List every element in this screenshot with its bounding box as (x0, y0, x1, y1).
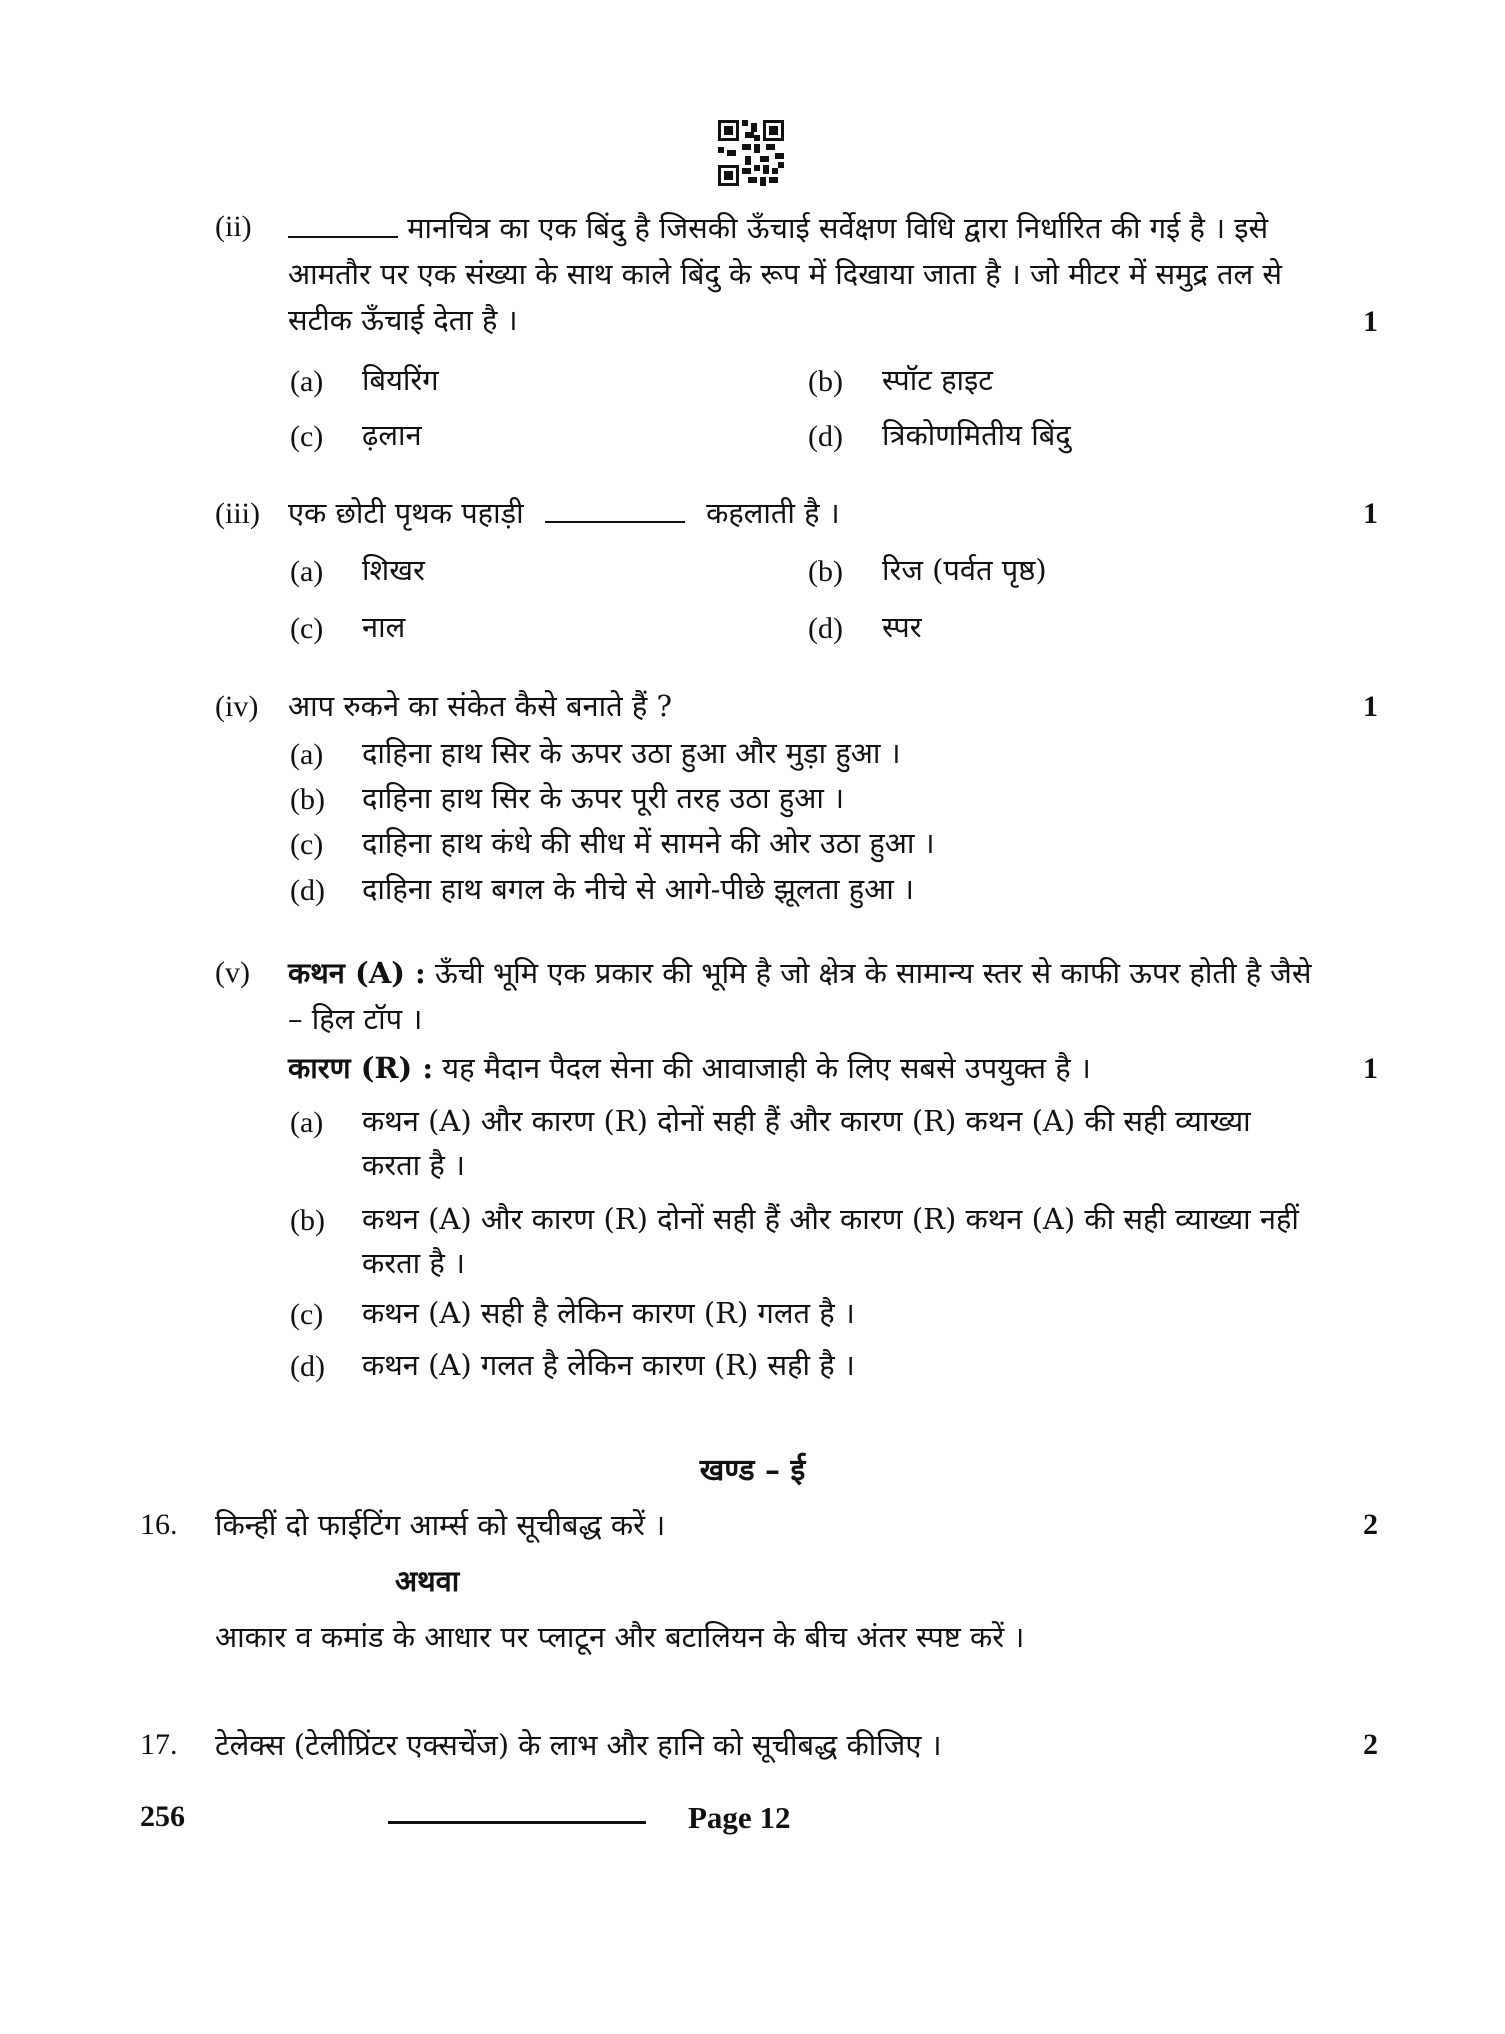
question-text: मानचित्र का एक बिंदु है जिसकी ऊँचाई सर्वेक्षण विधि द्वारा निर्धारित की गई है । इसे (407, 211, 1269, 245)
marks: 1 (1363, 690, 1378, 723)
marks: 2 (1363, 1508, 1378, 1541)
question-label: (iv) (215, 690, 259, 723)
option-text: दाहिना हाथ सिर के ऊपर पूरी तरह उठा हुआ । (362, 781, 845, 815)
option-text: कथन (A) और कारण (R) दोनों सही हैं और कारण (R) कथन (A) की सही व्याख्या नहीं (362, 1202, 1299, 1236)
question-text: कहलाती है । (706, 496, 840, 530)
option-text: करता है । (362, 1148, 466, 1182)
option-text: कथन (A) सही है लेकिन कारण (R) गलत है । (362, 1296, 855, 1330)
question-line (288, 205, 1328, 251)
answer-blank (288, 236, 398, 238)
marks: 1 (1363, 1052, 1378, 1085)
question-label: (ii) (215, 210, 252, 243)
option-label: (c) (290, 612, 324, 645)
option-label: (a) (290, 555, 324, 588)
paper-code: 256 (140, 1800, 185, 1833)
answer-blank (545, 521, 685, 523)
option-text: करता है । (362, 1246, 466, 1280)
option-text: नाल (362, 610, 406, 644)
option-text: दाहिना हाथ कंधे की सीध में सामने की ओर उठा हुआ । (362, 826, 935, 860)
option-label: (b) (290, 783, 325, 816)
question-text: टेलेक्स (टेलीप्रिंटर एक्सचेंज) के लाभ और हानि को सूचीबद्ध कीजिए । (215, 1728, 942, 1762)
section-heading: खण्ड – ई (699, 1453, 806, 1488)
option-label: (a) (290, 1106, 324, 1139)
assertion-line: – हिल टॉप । (288, 1002, 423, 1036)
question-line: सटीक ऊँचाई देता है । (288, 303, 518, 337)
assertion-label: कथन (A) : (288, 956, 426, 990)
option-label: (c) (290, 828, 324, 861)
option-label: (c) (290, 1298, 324, 1331)
question-number: 16. (140, 1508, 178, 1541)
option-label: (d) (290, 874, 325, 907)
option-text: कथन (A) गलत है लेकिन कारण (R) सही है । (362, 1348, 855, 1382)
question-number: 17. (140, 1728, 178, 1761)
qr-code-icon (718, 120, 784, 186)
option-text: दाहिना हाथ सिर के ऊपर उठा हुआ और मुड़ा हुआ । (362, 736, 901, 770)
marks: 1 (1363, 305, 1378, 338)
option-label: (a) (290, 738, 324, 771)
option-text: कथन (A) और कारण (R) दोनों सही हैं और कारण (R) कथन (A) की सही व्याख्या (362, 1104, 1251, 1138)
reason-line (288, 1045, 1091, 1091)
alternate-question-text: आकार व कमांड के आधार पर प्लाटून और बटालियन के बीच अंतर स्पष्ट करें । (215, 1620, 1025, 1654)
option-label: (d) (808, 420, 843, 453)
option-label: (b) (808, 365, 843, 398)
or-label: अथवा (395, 1564, 460, 1598)
option-text: त्रिकोणमितीय बिंदु (882, 418, 1071, 452)
assertion-text: ऊँची भूमि एक प्रकार की भूमि है जो क्षेत्र के सामान्य स्तर से काफी ऊपर होती है जैसे (434, 956, 1312, 990)
option-text: शिखर (362, 553, 425, 587)
option-text: बियरिंग (362, 363, 439, 397)
reason-text: यह मैदान पैदल सेना की आवाजाही के लिए सबसे उपयुक्त है । (442, 1051, 1091, 1085)
question-label: (iii) (215, 497, 260, 530)
question-label: (v) (215, 956, 250, 989)
marks: 2 (1363, 1728, 1378, 1761)
option-label: (b) (290, 1204, 325, 1237)
question-line (288, 490, 840, 536)
option-label: (d) (290, 1350, 325, 1383)
assertion-line (288, 950, 1311, 996)
footer-rule (388, 1821, 646, 1824)
option-label: (b) (808, 555, 843, 588)
option-text: रिज (पर्वत पृष्ठ) (882, 553, 1047, 587)
question-text: आप रुकने का संकेत कैसे बनाते हैं ? (288, 689, 673, 723)
page-number: Page 12 (688, 1800, 791, 1835)
option-label: (c) (290, 420, 324, 453)
reason-label: कारण (R) : (288, 1051, 434, 1085)
option-text: स्पॉट हाइट (882, 363, 993, 397)
marks: 1 (1363, 497, 1378, 530)
question-text: एक छोटी पृथक पहाड़ी (288, 496, 524, 530)
option-text: ढ़लान (362, 418, 422, 452)
option-text: दाहिना हाथ बगल के नीचे से आगे-पीछे झूलता हुआ । (362, 872, 915, 906)
option-label: (d) (808, 612, 843, 645)
question-text: किन्हीं दो फाईटिंग आर्म्स को सूचीबद्ध करें । (215, 1508, 666, 1542)
option-label: (a) (290, 365, 324, 398)
question-line: आमतौर पर एक संख्या के साथ काले बिंदु के रूप में दिखाया जाता है । जो मीटर में समुद्र तल से (288, 257, 1283, 291)
option-text: स्पर (882, 610, 922, 644)
